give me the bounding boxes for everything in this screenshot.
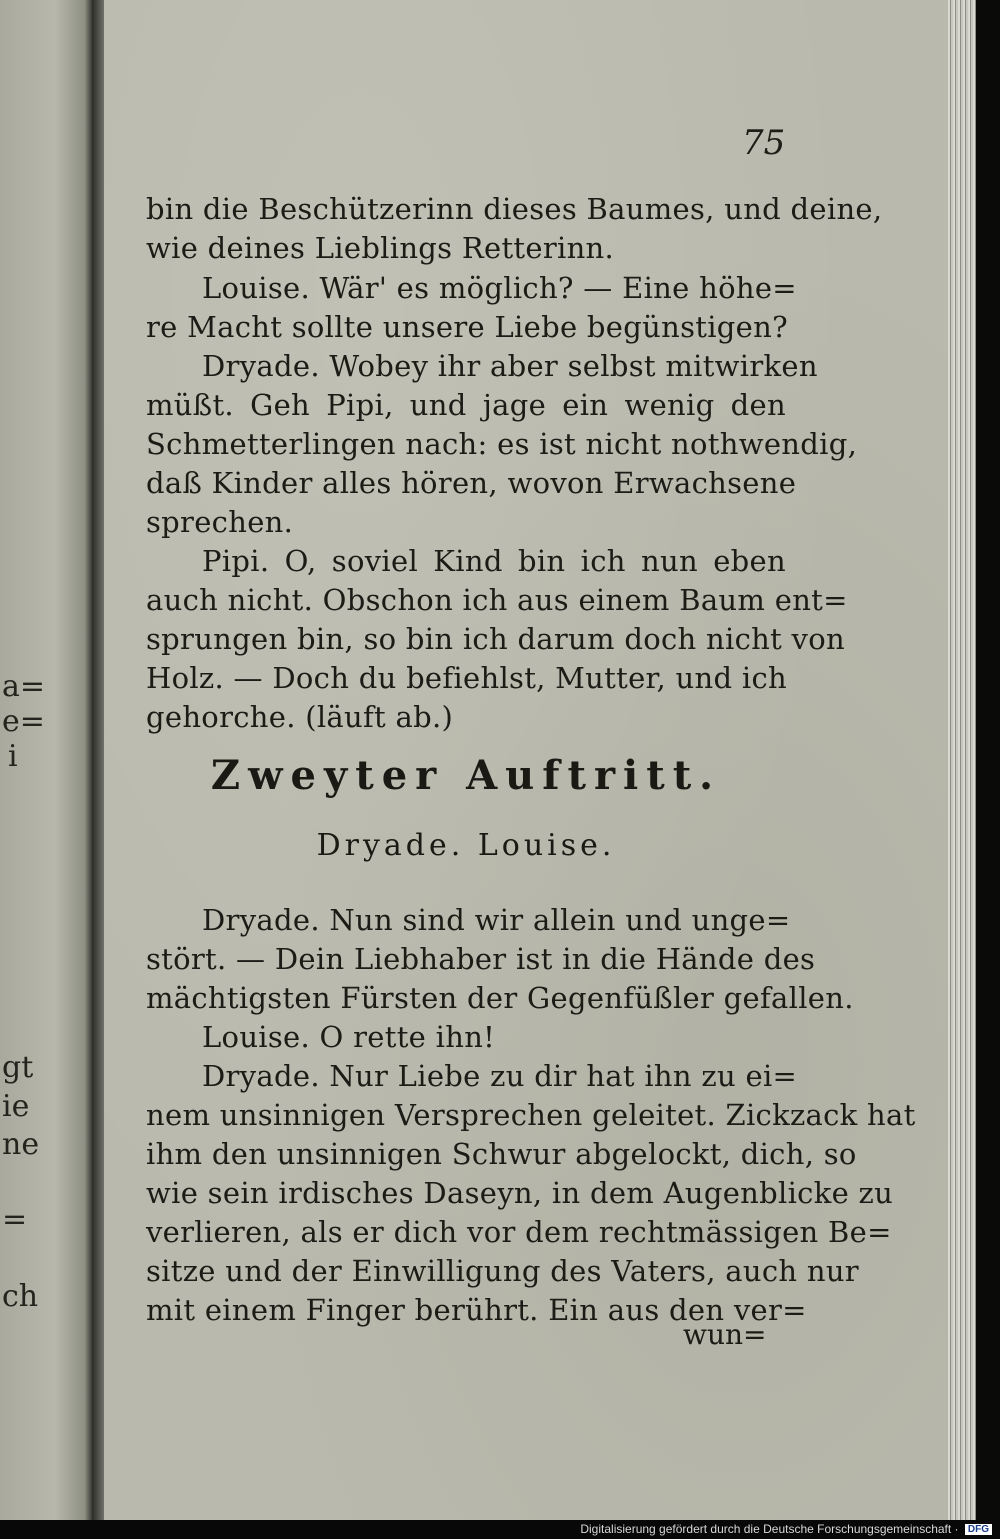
- scan-border: [976, 0, 1000, 1539]
- left-page-fragment: a=: [2, 669, 46, 704]
- left-page-edge: [0, 0, 92, 1539]
- text-line: bin die Beschützerinn dieses Baumes, und deine,: [146, 192, 883, 226]
- text-line: verlieren, als er dich vor dem rechtmässigen Be=: [146, 1215, 892, 1249]
- text-line: müßt. Geh Pipi, und jage ein wenig den: [146, 388, 786, 422]
- dfg-logo-icon[interactable]: DFG: [965, 1524, 992, 1535]
- text-line: ihm den unsinnigen Schwur abgelockt, dich, so: [146, 1137, 857, 1171]
- text-line: daß Kinder alles hören, wovon Erwachsene: [146, 466, 797, 500]
- text-line: re Macht sollte unsere Liebe begünstigen?: [146, 310, 788, 344]
- text-line: nem unsinnigen Versprechen geleitet. Zickzack hat: [146, 1098, 916, 1132]
- text-line: sprungen bin, so bin ich darum doch nicht von: [146, 622, 845, 656]
- text-line: gehorche. (läuft ab.): [146, 700, 454, 734]
- text-line: Louise. O rette ihn!: [202, 1020, 496, 1054]
- left-page-fragment: ie: [2, 1089, 30, 1124]
- text-line: Dryade. Nur Liebe zu dir hat ihn zu ei=: [202, 1059, 798, 1093]
- left-page-fragment: e=: [2, 704, 45, 739]
- text-line: Pipi. O, soviel Kind bin ich nun eben: [202, 544, 786, 578]
- left-page-fragment: gt: [2, 1050, 34, 1085]
- page-stack-edge: [948, 0, 978, 1520]
- scene-cast: Dryade. Louise.: [316, 828, 616, 863]
- text-line: wie sein irdisches Daseyn, in dem Augenblicke zu: [146, 1176, 894, 1210]
- catchword: wun=: [683, 1318, 767, 1351]
- digitization-credit: [580, 1522, 992, 1536]
- text-line: auch nicht. Obschon ich aus einem Baum ent=: [146, 583, 848, 617]
- text-line: Louise. Wär' es möglich? — Eine höhe=: [202, 271, 797, 305]
- text-line: Dryade. Nun sind wir allein und unge=: [202, 903, 791, 937]
- text-line: sprechen.: [146, 505, 294, 539]
- left-page-fragment: =: [2, 1202, 28, 1237]
- text-line: Schmetterlingen nach: es ist nicht nothwendig,: [146, 427, 858, 461]
- text-line: mit einem Finger berührt. Ein aus den ver=: [146, 1293, 807, 1327]
- page-number: 75: [742, 123, 786, 163]
- text-line: sitze und der Einwilligung des Vaters, auch nur: [146, 1254, 859, 1288]
- text-line: mächtigsten Fürsten der Gegenfüßler gefallen.: [146, 981, 854, 1015]
- text-line: stört. — Dein Liebhaber ist in die Hände des: [146, 942, 816, 976]
- text-line: wie deines Lieblings Retterinn.: [146, 231, 615, 265]
- left-page-fragment: ne: [2, 1127, 40, 1162]
- text-line: Holz. — Doch du befiehlst, Mutter, und ich: [146, 661, 787, 695]
- text-line: Dryade. Wobey ihr aber selbst mitwirken: [202, 349, 818, 383]
- scene-title: Zweyter Auftritt.: [210, 752, 722, 799]
- left-page-fragment: i: [8, 739, 18, 774]
- credit-text: Digitalisierung gefördert durch die Deutsche Forschungsgemeinschaft ·: [580, 1522, 959, 1536]
- left-page-fragment: ch: [2, 1279, 39, 1314]
